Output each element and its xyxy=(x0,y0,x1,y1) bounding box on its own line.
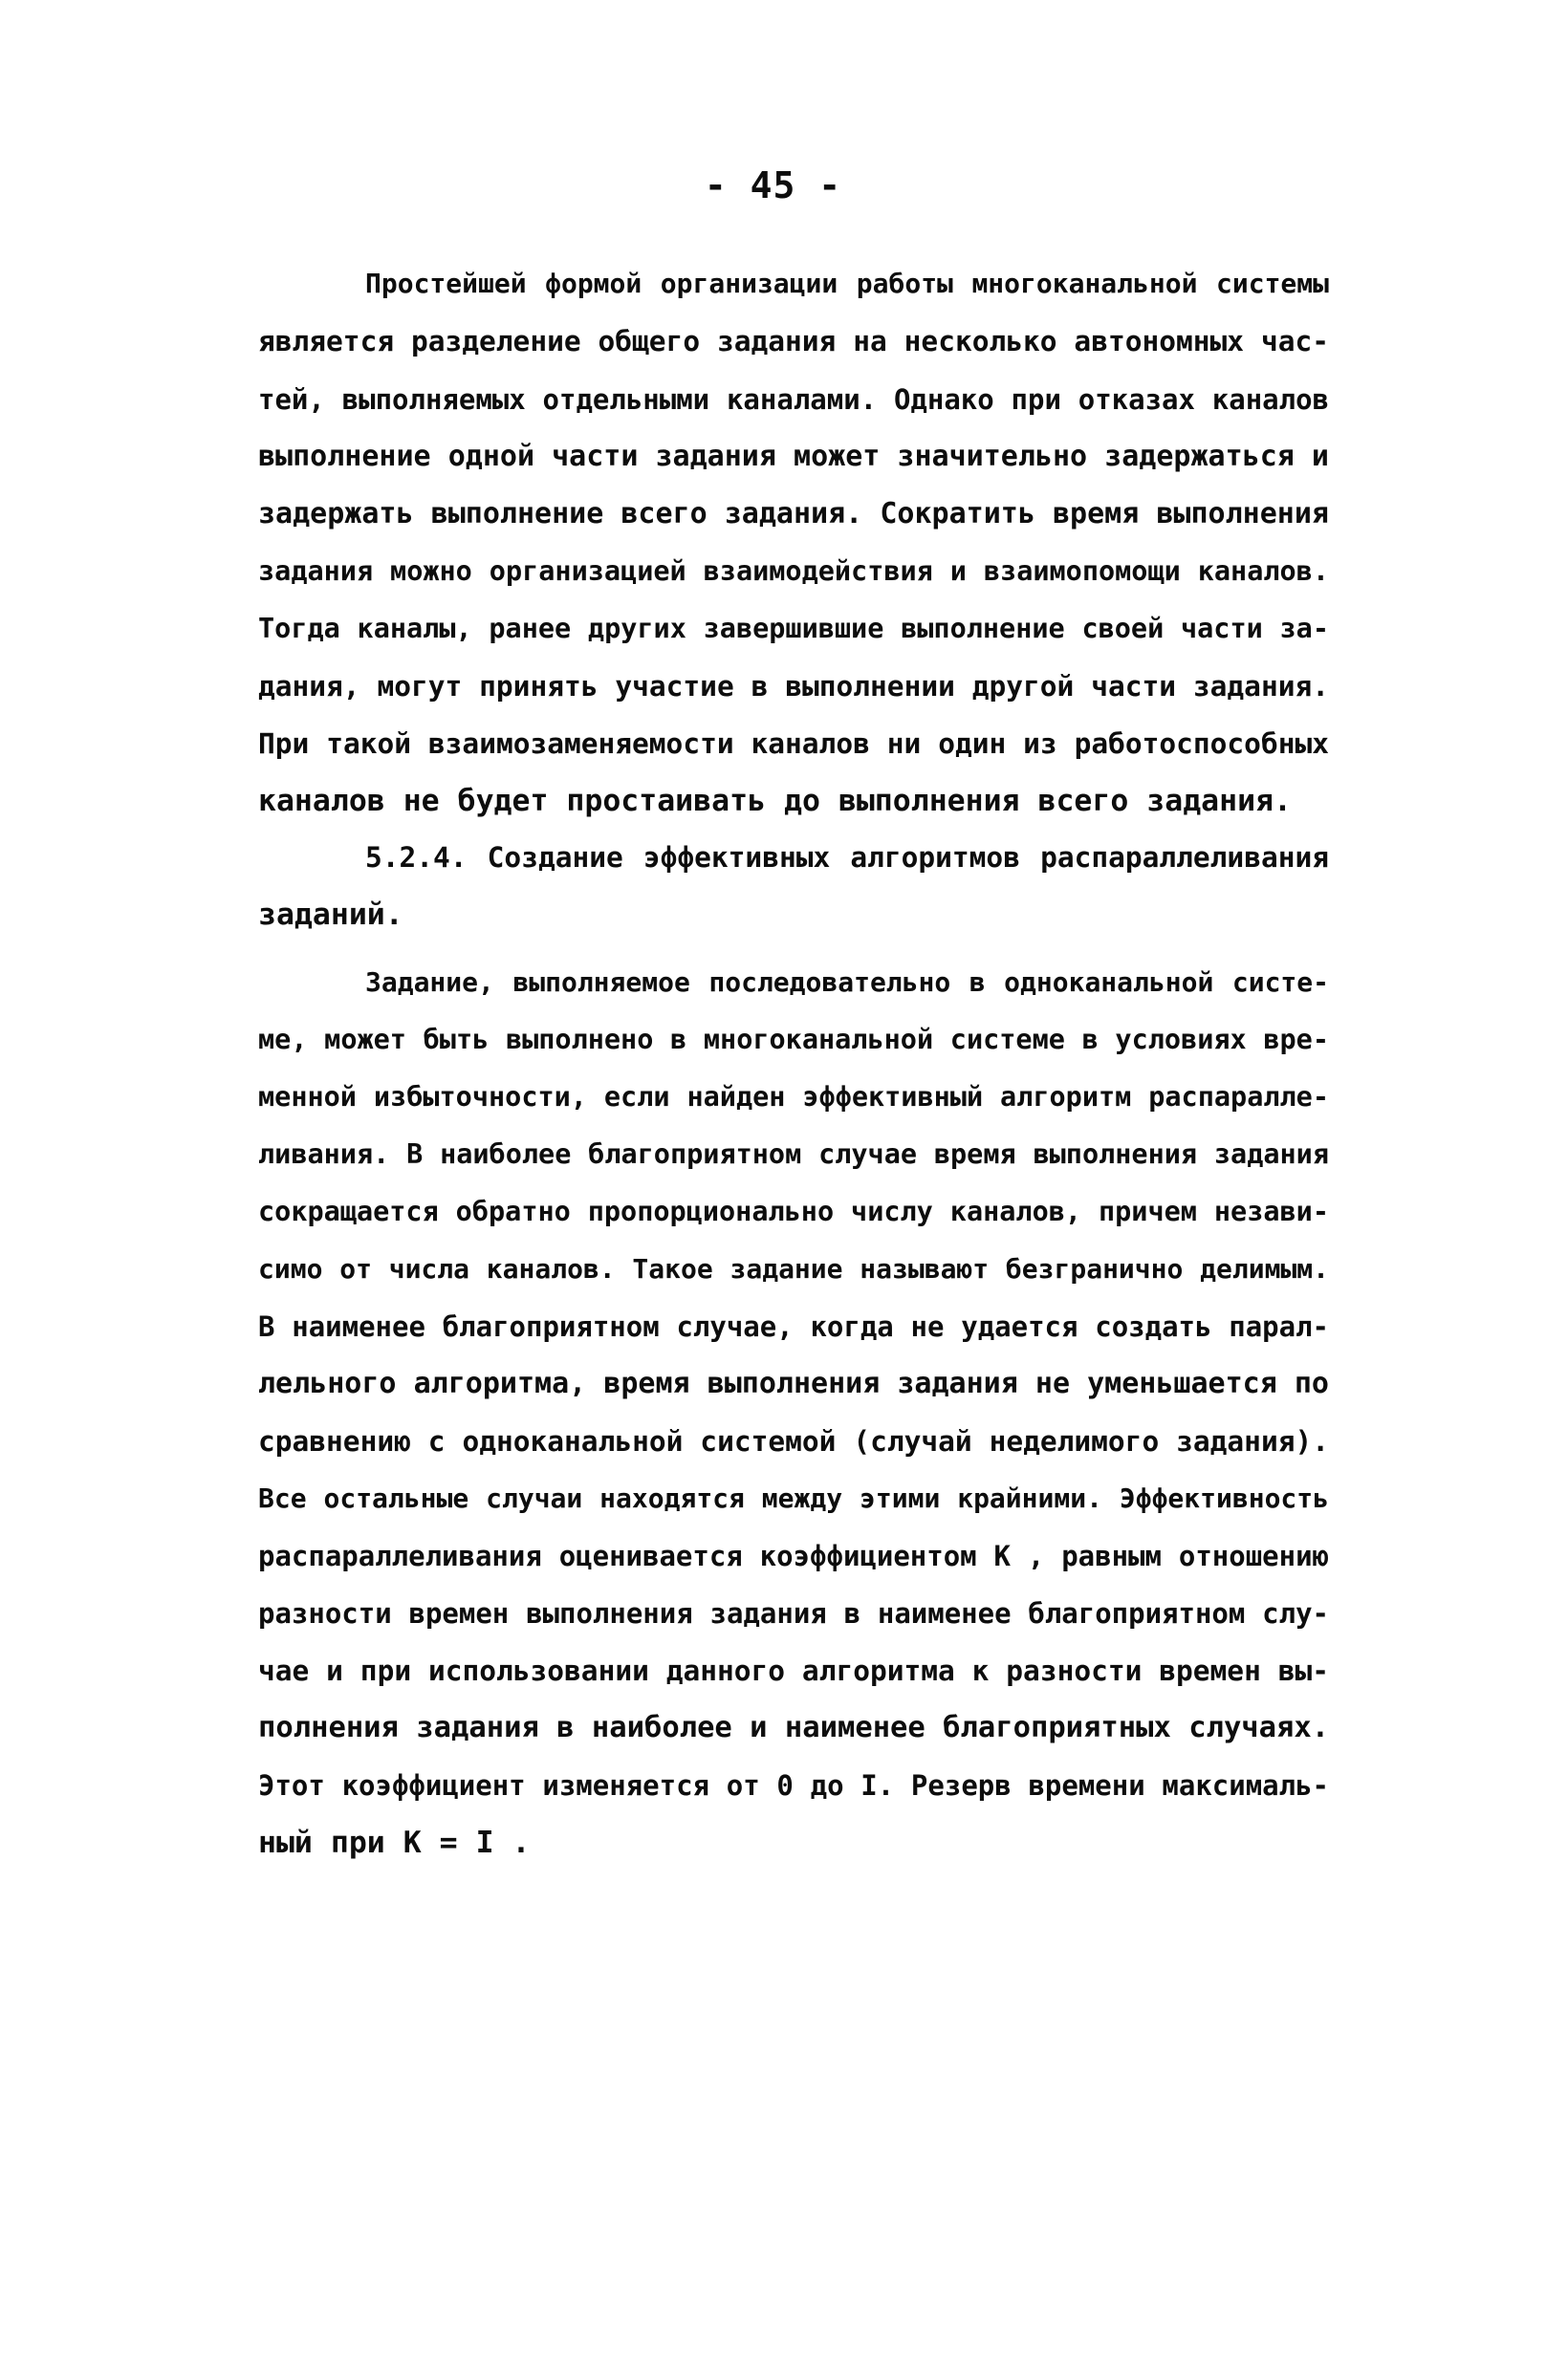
text-line: полнения задания в наиболее и наименее благоприятных случаях. xyxy=(258,1711,1330,1744)
text-line: задания можно организацией взаимодействия и взаимопомощи каналов. xyxy=(258,555,1329,587)
text-line: сокращается обратно пропорционально числу каналов, причем незави- xyxy=(258,1196,1329,1227)
text-line: тей, выполняемых отдельными каналами. Однако при отказах каналов xyxy=(258,383,1329,416)
text-line: Тогда каналы, ранее других завершившие выполнение своей части за- xyxy=(258,613,1329,644)
text-line: ме, может быть выполнено в многоканальной системе в условиях вре- xyxy=(258,1024,1329,1055)
heading-line: 5.2.4. Создание эффективных алгоритмов распараллеливания xyxy=(365,841,1329,874)
text-line: менной избыточности, если найден эффективный алгоритм распаралле- xyxy=(258,1081,1329,1113)
text-line: распараллеливания оценивается коэффициентом К , равным отношению xyxy=(258,1540,1329,1572)
text-line: чае и при использовании данного алгоритма к разности времен вы- xyxy=(258,1655,1329,1687)
heading-line: заданий. xyxy=(258,898,403,932)
text-line: выполнение одной части задания может значительно задержаться и xyxy=(258,440,1329,473)
page-number: - 45 - xyxy=(704,164,842,206)
text-line: Задание, выполняемое последовательно в одноканальной систе- xyxy=(365,966,1329,998)
text-line: сравнению с одноканальной системой (случай неделимого задания). xyxy=(258,1425,1329,1458)
text-line: симо от числа каналов. Такое задание называют безгранично делимым. xyxy=(258,1253,1329,1285)
text-line: задержать выполнение всего задания. Сократить время выполнения xyxy=(258,497,1329,530)
text-line: каналов не будет простаивать до выполнения всего задания. xyxy=(258,784,1292,818)
text-line: ный при К = I . xyxy=(258,1826,531,1860)
text-line: разности времен выполнения задания в наименее благоприятном слу- xyxy=(258,1597,1329,1630)
text-line: дания, могут принять участие в выполнении другой части задания. xyxy=(258,670,1329,703)
text-line: В наименее благоприятном случае, когда не удается создать парал- xyxy=(258,1310,1329,1343)
text-line: Простейшей формой организации работы многоканальной системы xyxy=(365,268,1329,299)
text-line: При такой взаимозаменяемости каналов ни один из работоспособных xyxy=(258,727,1329,760)
text-line: ливания. В наиболее благоприятном случае время выполнения задания xyxy=(258,1138,1329,1170)
text-line: является разделение общего задания на несколько автономных час- xyxy=(258,325,1329,357)
text-line: Этот коэффициент изменяется от 0 до I. Резерв времени максималь- xyxy=(258,1769,1329,1802)
text-line: лельного алгоритма, время выполнения задания не уменьшается по xyxy=(258,1367,1329,1400)
text-line: Все остальные случаи находятся между этими крайними. Эффективность xyxy=(258,1482,1329,1514)
